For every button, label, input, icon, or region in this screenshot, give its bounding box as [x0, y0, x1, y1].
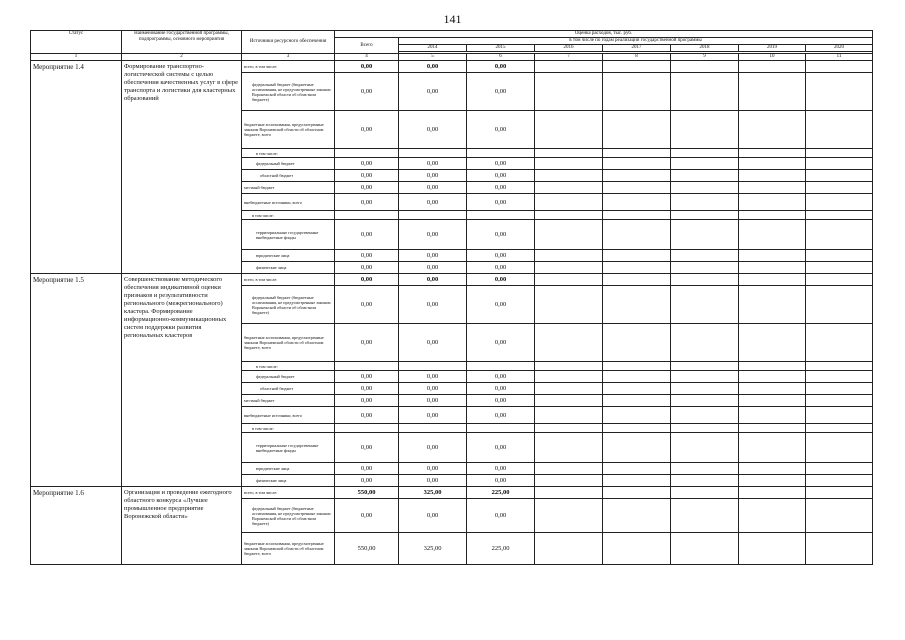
- value-cell: [806, 274, 873, 286]
- header-total: Всего: [335, 38, 399, 54]
- header-year: 2018: [671, 45, 739, 52]
- value-cell: [671, 149, 739, 158]
- value-cell: [535, 286, 603, 324]
- activity-name: Формирование транспортно-логистической системы с целью обеспечения качественных услуг в сфере транспорта и логистики для кластерных образований: [122, 61, 242, 274]
- table-body: [31, 61, 873, 565]
- source-label: местный бюджет: [242, 182, 335, 194]
- value-cell: 0,00: [467, 158, 535, 170]
- value-cell: [603, 158, 671, 170]
- value-cell: [806, 73, 873, 111]
- value-cell: [603, 433, 671, 463]
- value-cell: [806, 463, 873, 475]
- source-label: в том числе:: [242, 362, 335, 371]
- value-cell: [806, 383, 873, 395]
- value-cell: 0,00: [467, 170, 535, 182]
- value-cell: [806, 324, 873, 362]
- source-label: всего, в том числе:: [242, 61, 335, 73]
- value-cell: 0,00: [467, 371, 535, 383]
- value-cell: 0,00: [399, 324, 467, 362]
- budget-table: [30, 30, 873, 565]
- value-cell: 0,00: [399, 475, 467, 487]
- value-cell: 0,00: [335, 194, 399, 211]
- value-cell: 0,00: [335, 111, 399, 149]
- value-cell: [535, 274, 603, 286]
- value-cell: 0,00: [399, 61, 467, 73]
- value-cell: 325,00: [399, 533, 467, 565]
- value-cell: [806, 533, 873, 565]
- value-cell: [671, 182, 739, 194]
- value-cell: [671, 170, 739, 182]
- value-cell: 0,00: [335, 395, 399, 407]
- value-cell: [671, 433, 739, 463]
- value-cell: 0,00: [335, 463, 399, 475]
- value-cell: [603, 211, 671, 220]
- header-year: 2020: [806, 45, 873, 52]
- value-cell: 0,00: [335, 220, 399, 250]
- value-cell: [535, 362, 603, 371]
- value-cell: [603, 487, 671, 499]
- source-label: юридические лица: [242, 250, 335, 262]
- value-cell: [535, 433, 603, 463]
- value-cell: [671, 362, 739, 371]
- source-label: бюджетные ассигнования, предусмотренные законом Воронежской области об областном бюджете, всего: [242, 111, 335, 149]
- value-cell: [671, 475, 739, 487]
- source-label: всего, в том числе:: [242, 487, 335, 499]
- value-cell: [806, 194, 873, 211]
- value-cell: [671, 262, 739, 274]
- value-cell: [739, 211, 806, 220]
- value-cell: [603, 395, 671, 407]
- value-cell: [671, 383, 739, 395]
- header-year: 2017: [603, 45, 671, 52]
- column-number: 4: [335, 54, 399, 61]
- value-cell: 0,00: [467, 499, 535, 533]
- column-number: 3: [242, 54, 335, 61]
- header-sources: Источники ресурсного обеспечения: [242, 31, 335, 54]
- value-cell: [671, 111, 739, 149]
- value-cell: [806, 362, 873, 371]
- value-cell: [603, 362, 671, 371]
- value-cell: 0,00: [335, 407, 399, 424]
- source-label: физические лица: [242, 262, 335, 274]
- value-cell: 0,00: [335, 250, 399, 262]
- column-number: 9: [671, 54, 739, 61]
- value-cell: [603, 383, 671, 395]
- value-cell: 0,00: [335, 475, 399, 487]
- header-estimate: Оценка расходов, тыс. руб.: [335, 31, 873, 38]
- source-label: федеральный бюджет: [242, 371, 335, 383]
- value-cell: [806, 395, 873, 407]
- value-cell: [671, 220, 739, 250]
- column-number: 2: [122, 54, 242, 61]
- header-status: Статус: [31, 31, 122, 54]
- value-cell: [806, 424, 873, 433]
- value-cell: [603, 533, 671, 565]
- value-cell: [467, 424, 535, 433]
- value-cell: [739, 371, 806, 383]
- value-cell: [739, 433, 806, 463]
- value-cell: [335, 424, 399, 433]
- value-cell: [739, 194, 806, 211]
- value-cell: 0,00: [335, 286, 399, 324]
- value-cell: [739, 424, 806, 433]
- value-cell: 0,00: [335, 433, 399, 463]
- activity-status: Мероприятие 1.6: [31, 487, 122, 565]
- value-cell: 0,00: [467, 286, 535, 324]
- value-cell: [806, 182, 873, 194]
- value-cell: 0,00: [399, 111, 467, 149]
- value-cell: [739, 61, 806, 73]
- value-cell: 0,00: [467, 433, 535, 463]
- value-cell: [806, 286, 873, 324]
- value-cell: [535, 194, 603, 211]
- value-cell: [535, 395, 603, 407]
- value-cell: 0,00: [467, 182, 535, 194]
- value-cell: [739, 250, 806, 262]
- table-row: [31, 487, 873, 499]
- value-cell: [603, 424, 671, 433]
- activity-status: Мероприятие 1.5: [31, 274, 122, 487]
- source-label: территориальные государственные внебюджетные фонды: [242, 433, 335, 463]
- header-year: 2015: [467, 45, 535, 52]
- header-year: 2016: [535, 45, 603, 52]
- value-cell: [739, 395, 806, 407]
- value-cell: 550,00: [335, 533, 399, 565]
- value-cell: [806, 220, 873, 250]
- source-label: внебюджетные источники, всего: [242, 194, 335, 211]
- value-cell: [739, 475, 806, 487]
- value-cell: [671, 73, 739, 111]
- value-cell: [671, 499, 739, 533]
- value-cell: 0,00: [399, 463, 467, 475]
- value-cell: [739, 407, 806, 424]
- value-cell: [671, 463, 739, 475]
- source-label: федеральный бюджет (бюджетные ассигнования, не предусмотренные законом Воронежской области об областном бюджете): [242, 499, 335, 533]
- source-label: местный бюджет: [242, 395, 335, 407]
- value-cell: [739, 220, 806, 250]
- value-cell: [739, 463, 806, 475]
- value-cell: [739, 274, 806, 286]
- activity-name: Совершенствование методического обеспечения индикативной оценки признаков и результативности регионального (межрегионального) кластера. Формирование информационно-коммуникационных систем поддержки развития региональных кластеров: [122, 274, 242, 487]
- value-cell: [671, 158, 739, 170]
- value-cell: [806, 111, 873, 149]
- activity-name: Организация и проведение ежегодного областного конкурса «Лучшее промышленное предприятие Воронежской области»: [122, 487, 242, 565]
- value-cell: [603, 407, 671, 424]
- header-year: 2014: [399, 45, 467, 52]
- value-cell: [806, 407, 873, 424]
- value-cell: 0,00: [467, 407, 535, 424]
- value-cell: [671, 286, 739, 324]
- value-cell: 0,00: [467, 262, 535, 274]
- value-cell: 0,00: [335, 371, 399, 383]
- value-cell: [535, 499, 603, 533]
- value-cell: [535, 158, 603, 170]
- value-cell: [671, 250, 739, 262]
- value-cell: [739, 383, 806, 395]
- value-cell: [671, 395, 739, 407]
- value-cell: [603, 73, 671, 111]
- value-cell: [535, 182, 603, 194]
- value-cell: [399, 149, 467, 158]
- value-cell: [739, 533, 806, 565]
- value-cell: 0,00: [399, 194, 467, 211]
- value-cell: [806, 371, 873, 383]
- value-cell: [535, 475, 603, 487]
- value-cell: 0,00: [399, 250, 467, 262]
- value-cell: [535, 250, 603, 262]
- value-cell: [535, 533, 603, 565]
- value-cell: [806, 211, 873, 220]
- value-cell: [335, 362, 399, 371]
- value-cell: 0,00: [399, 383, 467, 395]
- source-label: физические лица: [242, 475, 335, 487]
- value-cell: 0,00: [335, 274, 399, 286]
- value-cell: 0,00: [399, 220, 467, 250]
- value-cell: [535, 407, 603, 424]
- column-number: 7: [535, 54, 603, 61]
- value-cell: [739, 499, 806, 533]
- value-cell: [535, 262, 603, 274]
- value-cell: [739, 262, 806, 274]
- source-label: федеральный бюджет (бюджетные ассигнования, не предусмотренные законом Воронежской области об областном бюджете): [242, 286, 335, 324]
- column-numbers-row: [31, 54, 873, 61]
- value-cell: 0,00: [335, 73, 399, 111]
- value-cell: 0,00: [467, 383, 535, 395]
- column-number: 11: [806, 54, 873, 61]
- value-cell: [671, 61, 739, 73]
- source-label: бюджетные ассигнования, предусмотренные законом Воронежской области об областном бюджете, всего: [242, 533, 335, 565]
- value-cell: [739, 182, 806, 194]
- value-cell: [535, 111, 603, 149]
- value-cell: 0,00: [467, 274, 535, 286]
- value-cell: [739, 73, 806, 111]
- value-cell: 0,00: [399, 286, 467, 324]
- value-cell: [806, 149, 873, 158]
- value-cell: [399, 362, 467, 371]
- column-number: 10: [739, 54, 806, 61]
- value-cell: [603, 182, 671, 194]
- value-cell: [739, 170, 806, 182]
- value-cell: 0,00: [335, 262, 399, 274]
- column-number: 1: [31, 54, 122, 61]
- value-cell: 0,00: [335, 324, 399, 362]
- value-cell: [806, 61, 873, 73]
- value-cell: [603, 499, 671, 533]
- value-cell: [671, 274, 739, 286]
- value-cell: 225,00: [467, 487, 535, 499]
- source-label: в том числе:: [242, 424, 335, 433]
- value-cell: 0,00: [467, 250, 535, 262]
- value-cell: 0,00: [399, 182, 467, 194]
- value-cell: 0,00: [467, 475, 535, 487]
- value-cell: [535, 424, 603, 433]
- value-cell: [535, 487, 603, 499]
- value-cell: 0,00: [335, 61, 399, 73]
- value-cell: [335, 211, 399, 220]
- value-cell: [739, 158, 806, 170]
- value-cell: 0,00: [335, 158, 399, 170]
- value-cell: [535, 170, 603, 182]
- value-cell: [535, 211, 603, 220]
- value-cell: [671, 487, 739, 499]
- value-cell: 0,00: [467, 61, 535, 73]
- source-label: территориальные государственные внебюджетные фонды: [242, 220, 335, 250]
- value-cell: [535, 324, 603, 362]
- value-cell: [535, 61, 603, 73]
- value-cell: [806, 433, 873, 463]
- value-cell: 325,00: [399, 487, 467, 499]
- value-cell: 0,00: [399, 170, 467, 182]
- value-cell: [806, 475, 873, 487]
- column-number: 8: [603, 54, 671, 61]
- value-cell: [535, 73, 603, 111]
- header-year: 2019: [739, 45, 806, 52]
- value-cell: [399, 424, 467, 433]
- value-cell: 0,00: [335, 383, 399, 395]
- value-cell: 0,00: [399, 407, 467, 424]
- source-label: федеральный бюджет (бюджетные ассигнования, не предусмотренные законом Воронежской области об областном бюджете): [242, 73, 335, 111]
- value-cell: [671, 424, 739, 433]
- value-cell: [467, 211, 535, 220]
- header-by-years: в том числе по годам реализации государственной программы: [399, 38, 873, 45]
- value-cell: [603, 274, 671, 286]
- value-cell: 0,00: [335, 170, 399, 182]
- value-cell: [739, 487, 806, 499]
- value-cell: [467, 362, 535, 371]
- value-cell: 0,00: [467, 111, 535, 149]
- value-cell: [603, 262, 671, 274]
- value-cell: [603, 286, 671, 324]
- value-cell: 0,00: [399, 274, 467, 286]
- value-cell: 0,00: [467, 395, 535, 407]
- value-cell: [603, 371, 671, 383]
- value-cell: [603, 111, 671, 149]
- table-row: [31, 274, 873, 286]
- value-cell: [806, 262, 873, 274]
- value-cell: 0,00: [399, 158, 467, 170]
- value-cell: 0,00: [399, 371, 467, 383]
- source-label: внебюджетные источники, всего: [242, 407, 335, 424]
- page-number: 141: [443, 12, 462, 26]
- value-cell: [603, 170, 671, 182]
- value-cell: [603, 324, 671, 362]
- value-cell: 0,00: [467, 324, 535, 362]
- value-cell: [467, 149, 535, 158]
- source-label: федеральный бюджет: [242, 158, 335, 170]
- value-cell: [739, 111, 806, 149]
- value-cell: [739, 362, 806, 371]
- column-number: 5: [399, 54, 467, 61]
- value-cell: [671, 407, 739, 424]
- value-cell: [535, 383, 603, 395]
- value-cell: 0,00: [399, 499, 467, 533]
- value-cell: [739, 324, 806, 362]
- table-header: [31, 31, 873, 61]
- value-cell: [806, 487, 873, 499]
- value-cell: [603, 250, 671, 262]
- value-cell: [603, 475, 671, 487]
- source-label: всего, в том числе:: [242, 274, 335, 286]
- value-cell: [739, 286, 806, 324]
- header-program-name: Наименование государственной программы, подпрограммы, основного мероприятия: [122, 31, 242, 54]
- activity-status: Мероприятие 1.4: [31, 61, 122, 274]
- value-cell: [603, 220, 671, 250]
- value-cell: [671, 533, 739, 565]
- source-label: областной бюджет: [242, 383, 335, 395]
- value-cell: 225,00: [467, 533, 535, 565]
- value-cell: [671, 324, 739, 362]
- value-cell: [535, 463, 603, 475]
- table-row: [31, 61, 873, 73]
- value-cell: 0,00: [467, 194, 535, 211]
- value-cell: 0,00: [399, 73, 467, 111]
- value-cell: 0,00: [399, 395, 467, 407]
- value-cell: [671, 371, 739, 383]
- value-cell: 0,00: [335, 182, 399, 194]
- value-cell: 0,00: [399, 433, 467, 463]
- value-cell: [806, 250, 873, 262]
- value-cell: 0,00: [467, 220, 535, 250]
- value-cell: [535, 371, 603, 383]
- value-cell: [535, 149, 603, 158]
- source-label: бюджетные ассигнования, предусмотренные законом Воронежской области об областном бюджете, всего: [242, 324, 335, 362]
- value-cell: 0,00: [399, 262, 467, 274]
- value-cell: [535, 220, 603, 250]
- value-cell: [603, 194, 671, 211]
- value-cell: [806, 158, 873, 170]
- value-cell: [806, 170, 873, 182]
- value-cell: [739, 149, 806, 158]
- value-cell: 0,00: [467, 73, 535, 111]
- value-cell: [806, 499, 873, 533]
- value-cell: [399, 211, 467, 220]
- source-label: юридические лица: [242, 463, 335, 475]
- value-cell: [603, 149, 671, 158]
- value-cell: [335, 149, 399, 158]
- value-cell: [603, 61, 671, 73]
- source-label: в том числе:: [242, 211, 335, 220]
- source-label: областной бюджет: [242, 170, 335, 182]
- value-cell: [671, 194, 739, 211]
- source-label: в том числе:: [242, 149, 335, 158]
- value-cell: [671, 211, 739, 220]
- value-cell: [603, 463, 671, 475]
- value-cell: 550,00: [335, 487, 399, 499]
- value-cell: 0,00: [467, 463, 535, 475]
- column-number: 6: [467, 54, 535, 61]
- value-cell: 0,00: [335, 499, 399, 533]
